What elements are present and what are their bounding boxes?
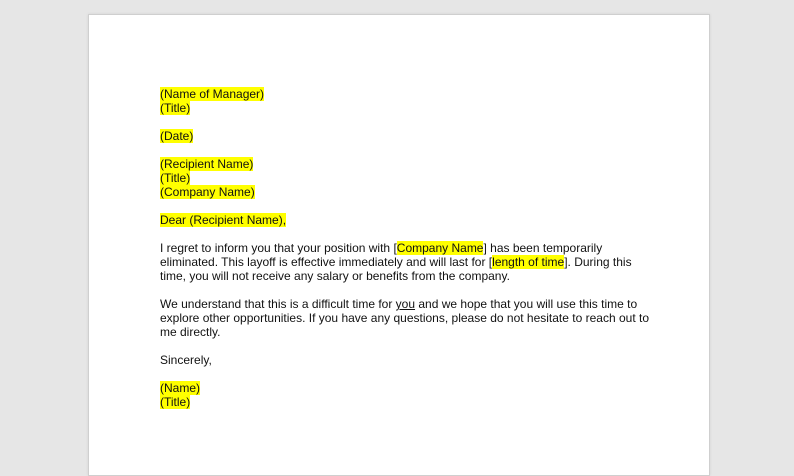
signature-name: (Name) [160, 381, 201, 395]
paragraph1-text-3: ]. During this time, you will not receive any salary or benefits from the company. [160, 255, 632, 283]
document-page[interactable] [88, 14, 710, 476]
sender-title: (Title) [160, 101, 191, 115]
paragraph1-text-1: I regret to inform you that your position with [ [160, 241, 397, 255]
letter-date: (Date) [160, 129, 194, 143]
salutation: Dear (Recipient Name), [160, 213, 287, 227]
paragraph2-text-2: and we hope that you will use this time to explore other opportunities. If you have any questions, please do not hesitate to reach out to me directly. [160, 297, 649, 339]
recipient-name: (Recipient Name) [160, 157, 254, 171]
recipient-company: (Company Name) [160, 185, 255, 199]
salutation-block [160, 213, 650, 227]
paragraph1-text-2: ] has been temporarily eliminated. This layoff is effective immediately and will last for [ [160, 241, 603, 269]
paragraph-support [160, 297, 650, 339]
date-block [160, 129, 650, 143]
sender-block [160, 87, 650, 115]
company-name-placeholder: Company Name [396, 241, 484, 255]
sender-name: (Name of Manager) [160, 87, 265, 101]
closing-block [160, 353, 650, 367]
underlined-word: you [395, 297, 416, 311]
paragraph2-text-1: We understand that this is a difficult time for [160, 297, 396, 311]
paragraph-layoff-notice [160, 241, 650, 283]
recipient-block [160, 157, 650, 199]
letter-body[interactable] [160, 87, 650, 423]
signature-title: (Title) [160, 395, 191, 409]
closing: Sincerely, [160, 353, 212, 367]
recipient-title: (Title) [160, 171, 191, 185]
length-of-time-placeholder: length of time [492, 255, 565, 269]
signature-block [160, 381, 650, 409]
